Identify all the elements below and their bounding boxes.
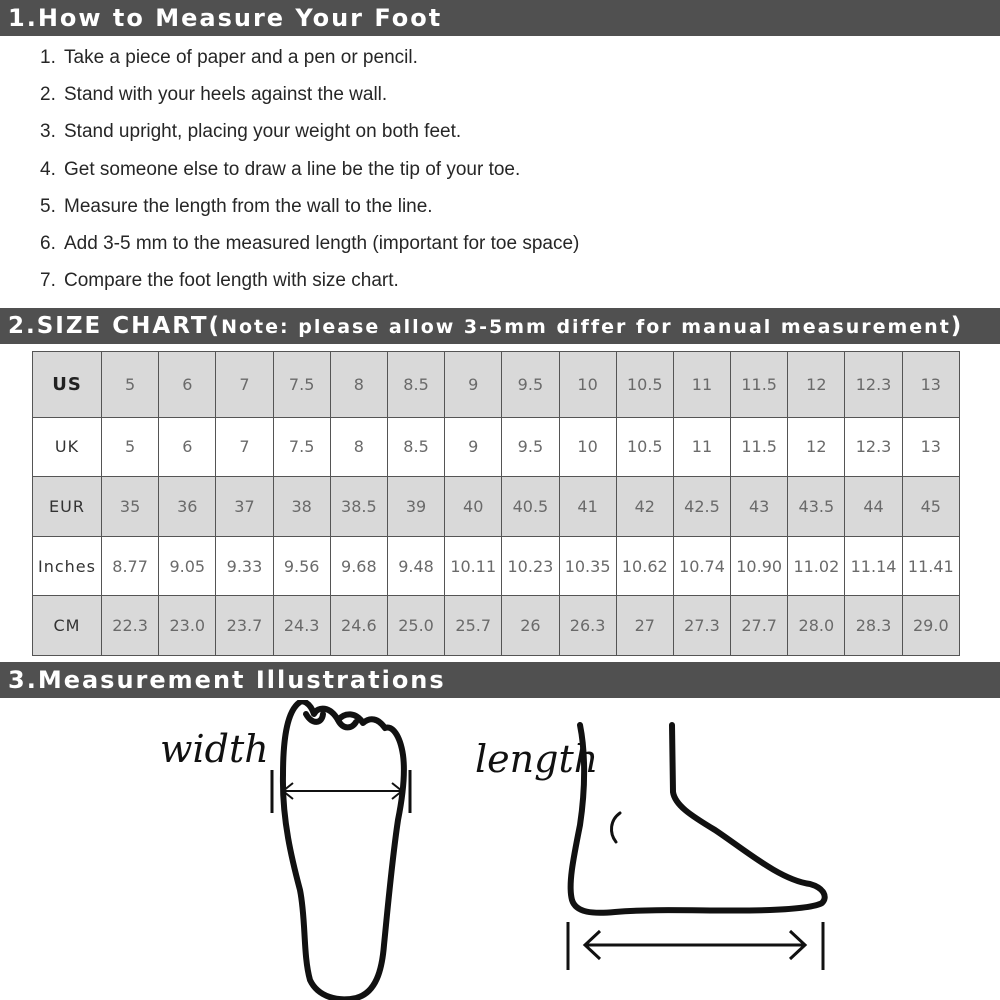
size-cell: 10.5 [616,352,673,418]
size-cell: 27.3 [673,596,730,656]
size-cell: 12 [788,352,845,418]
size-cell: 10.90 [731,536,788,596]
size-cell: 10.23 [502,536,559,596]
size-row-uk [33,417,960,477]
size-cell: 11 [673,352,730,418]
size-cell: 23.7 [216,596,273,656]
size-cell: 45 [902,477,959,537]
size-cell: 29.0 [902,596,959,656]
size-cell: 10.5 [616,417,673,477]
size-cell: 43 [731,477,788,537]
size-cell: 6 [159,352,216,418]
length-arrow-icon [568,922,823,970]
size-cell: 36 [159,477,216,537]
size-cell: 9.5 [502,352,559,418]
size-row-label: Inches [33,536,102,596]
size-cell: 26 [502,596,559,656]
step-item: 4. Get someone else to draw a line be the tip of your toe. [40,158,521,180]
size-cell: 43.5 [788,477,845,537]
size-cell: 42.5 [673,477,730,537]
foot-top-view-icon [283,701,404,999]
size-cell: 11.02 [788,536,845,596]
size-chart-table [32,351,960,656]
step-item: 1. Take a piece of paper and a pen or pencil. [40,47,418,68]
size-cell: 8.77 [102,536,159,596]
size-cell: 22.3 [102,596,159,656]
width-arrow-icon [272,770,410,813]
size-cell: 37 [216,477,273,537]
size-row-label: EUR [33,477,102,537]
measure-steps-list [40,42,579,302]
size-cell: 42 [616,477,673,537]
size-cell: 5 [102,417,159,477]
size-cell: 7 [216,417,273,477]
size-cell: 7.5 [273,352,330,418]
size-cell: 12 [788,417,845,477]
size-cell: 39 [387,477,444,537]
size-cell: 11 [673,417,730,477]
size-cell: 10 [559,417,616,477]
size-cell: 24.6 [330,596,387,656]
measurement-illustration [0,700,1000,1000]
size-cell: 25.7 [445,596,502,656]
size-cell: 8.5 [387,352,444,418]
size-cell: 38.5 [330,477,387,537]
size-cell: 10.11 [445,536,502,596]
size-cell: 12.3 [845,417,902,477]
size-cell: 9.56 [273,536,330,596]
size-cell: 26.3 [559,596,616,656]
section-header-size-chart: 2.SIZE CHART(Note: please allow 3-5mm differ for manual measurement) [0,308,1000,344]
size-cell: 38 [273,477,330,537]
size-cell: 13 [902,417,959,477]
section-header-illustrations: 3.Measurement Illustrations [0,662,1000,698]
size-chart-title: 2.SIZE CHART( [8,313,222,339]
size-row-label: CM [33,596,102,656]
size-cell: 40.5 [502,477,559,537]
size-cell: 27.7 [731,596,788,656]
size-cell: 8.5 [387,417,444,477]
size-cell: 9.68 [330,536,387,596]
size-row-label: US [33,352,102,418]
size-cell: 10 [559,352,616,418]
section-header-measure: 1.How to Measure Your Foot [0,0,1000,36]
size-cell: 9 [445,417,502,477]
step-item: 3. Stand upright, placing your weight on both feet. [40,121,462,143]
size-row-inches [33,536,960,596]
size-cell: 10.74 [673,536,730,596]
size-cell: 11.5 [731,352,788,418]
size-cell: 40 [445,477,502,537]
size-cell: 12.3 [845,352,902,418]
size-row-cm [33,596,960,656]
size-cell: 41 [559,477,616,537]
size-cell: 11.14 [845,536,902,596]
size-cell: 10.35 [559,536,616,596]
size-cell: 44 [845,477,902,537]
size-cell: 8 [330,417,387,477]
size-cell: 11.41 [902,536,959,596]
size-cell: 28.3 [845,596,902,656]
size-cell: 9.33 [216,536,273,596]
size-cell: 9.5 [502,417,559,477]
size-cell: 28.0 [788,596,845,656]
size-cell: 35 [102,477,159,537]
size-cell: 7 [216,352,273,418]
size-cell: 24.3 [273,596,330,656]
size-cell: 27 [616,596,673,656]
size-row-label: UK [33,417,102,477]
size-cell: 8 [330,352,387,418]
size-cell: 25.0 [387,596,444,656]
size-cell: 6 [159,417,216,477]
size-cell: 13 [902,352,959,418]
size-cell: 9.48 [387,536,444,596]
size-cell: 9.05 [159,536,216,596]
length-label: length [475,737,599,781]
step-item: 5. Measure the length from the wall to the line. [40,195,433,217]
size-cell: 10.62 [616,536,673,596]
width-label: width [160,727,269,771]
size-cell: 11.5 [731,417,788,477]
step-item: 2. Stand with your heels against the wall. [40,84,388,106]
size-cell: 5 [102,352,159,418]
size-row-eur [33,477,960,537]
size-cell: 23.0 [159,596,216,656]
foot-side-view-icon [571,725,825,913]
step-item: 6. Add 3-5 mm to the measured length (important for toe space) [40,232,580,254]
step-item: 7. Compare the foot length with size chart. [40,270,399,292]
size-cell: 7.5 [273,417,330,477]
size-cell: 9 [445,352,502,418]
size-row-us [33,352,960,418]
size-chart-note: Note: please allow 3-5mm differ for manual measurement [221,316,951,338]
